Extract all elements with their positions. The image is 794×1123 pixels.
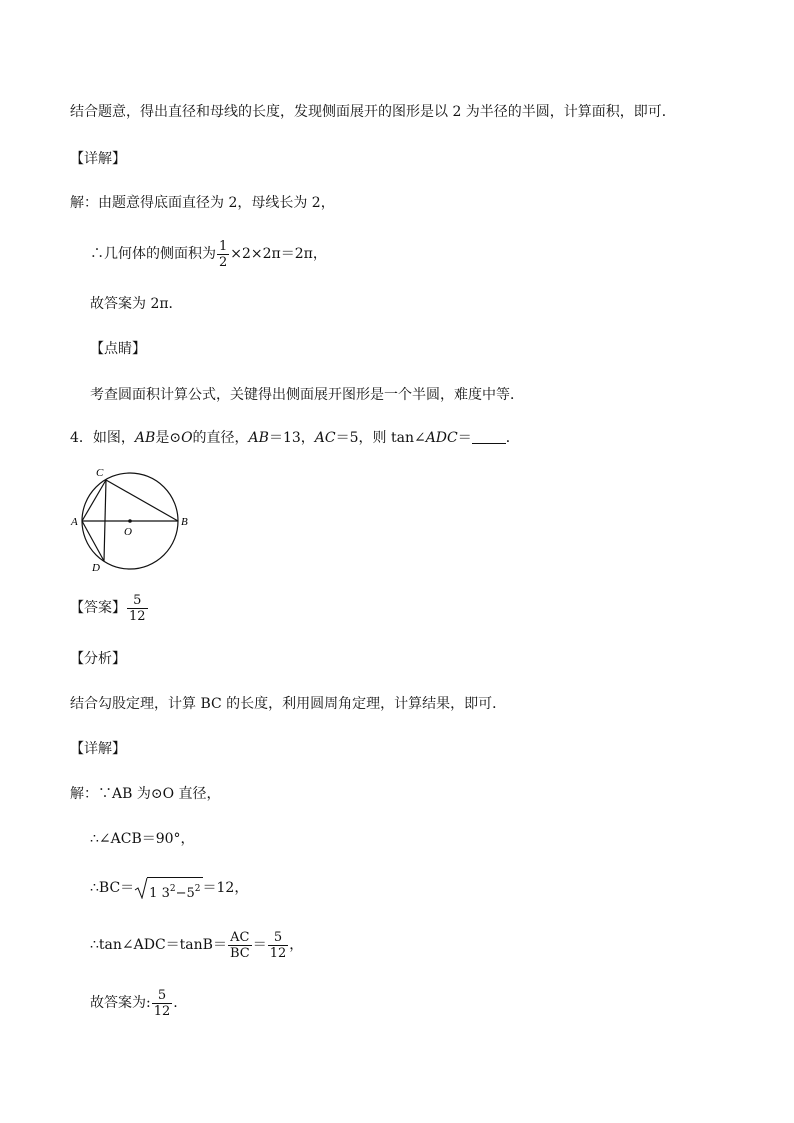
section-heading-comment: 【点睛】	[90, 341, 146, 357]
q4-ac: AC	[314, 430, 336, 446]
q4-number: 4．如图，	[70, 430, 135, 446]
eq4-prefix: 故答案为:	[90, 995, 151, 1011]
q4-text: ＝	[457, 430, 472, 446]
answer-fraction	[127, 593, 148, 624]
fraction-numerator: 5	[268, 930, 289, 946]
eq1-prefix: ∴几何体的侧面积为	[90, 246, 216, 262]
answer-row	[70, 590, 149, 626]
q4-adc: ADC	[425, 430, 458, 446]
final-fraction	[152, 988, 173, 1019]
label-a: A	[71, 516, 78, 528]
radicand-5: −5	[175, 886, 195, 901]
q4-o: O	[181, 430, 193, 446]
eq4-suffix: .	[173, 995, 178, 1011]
section-heading-detail: 【详解】	[70, 151, 126, 167]
comment-text: 考查圆面积计算公式，关键得出侧面展开图形是一个半圆，难度中等．	[90, 387, 524, 403]
center-point	[128, 519, 132, 523]
solution-line-2: 解：∵AB 为⊙O 直径，	[70, 786, 221, 802]
equation-lateral-area	[90, 236, 327, 272]
fraction-5-12	[268, 930, 289, 961]
analysis-text-2: 结合勾股定理，计算 BC 的长度，利用圆周角定理，计算结果，即可．	[70, 696, 507, 712]
square-root	[134, 877, 202, 899]
radicand-13: 1 3	[149, 886, 170, 901]
segment-ad	[82, 521, 104, 561]
fraction-ac-bc	[228, 930, 252, 961]
fraction-denominator: BC	[229, 945, 250, 961]
exponent: 2	[169, 884, 176, 894]
final-answer	[90, 985, 178, 1021]
label-o: O	[124, 526, 132, 538]
fraction-numerator: 5	[127, 593, 148, 609]
q4-ab: AB	[134, 430, 156, 446]
label-b: B	[181, 516, 188, 528]
question-4	[70, 429, 520, 447]
answer-label: 【答案】	[70, 600, 126, 616]
fraction-denominator: 12	[129, 608, 146, 624]
solution-line-1: 解：由题意得底面直径为 2，母线长为 2，	[70, 195, 335, 211]
label-d: D	[92, 562, 100, 574]
fraction-half	[217, 239, 229, 270]
eq2-prefix: ∴BC＝	[90, 880, 135, 896]
section-heading-analysis: 【分析】	[70, 651, 126, 667]
q4-ab: AB	[248, 430, 269, 446]
answer-line-1: 故答案为 2π．	[90, 296, 183, 312]
answer-blank	[472, 431, 506, 444]
eq1-suffix: ×2×2π＝2π，	[230, 246, 327, 262]
equation-tan	[90, 927, 303, 963]
section-heading-detail-2: 【详解】	[70, 741, 126, 757]
fraction-numerator: AC	[228, 930, 252, 946]
q4-text: 的直径，	[192, 430, 249, 446]
eq3-suffix: ，	[289, 937, 304, 953]
label-c: C	[96, 467, 104, 479]
fraction-denominator: 2	[219, 254, 228, 270]
eq2-suffix: ＝12，	[202, 880, 249, 896]
q4-text: ．	[505, 430, 520, 446]
analysis-text-1: 结合题意，得出直径和母线的长度，发现侧面展开的图形是以 2 为半径的半圆，计算面积，即可．	[70, 104, 676, 120]
q4-text: ＝5，则 tan∠	[335, 430, 426, 446]
fraction-numerator: 1	[219, 238, 228, 254]
equals-sign: ＝	[252, 937, 267, 953]
segment-cb	[106, 480, 178, 521]
fraction-numerator: 5	[152, 988, 173, 1004]
segment-ac	[82, 480, 106, 521]
eq3-prefix: ∴tan∠ADC＝tanB＝	[90, 937, 227, 953]
equation-bc	[90, 876, 248, 900]
fraction-denominator: 12	[153, 1003, 171, 1019]
exponent: 2	[194, 884, 201, 894]
q4-text: 是⊙	[155, 430, 182, 446]
circle-figure	[70, 463, 195, 575]
solution-line-3: ∴∠ACB＝90°，	[90, 831, 195, 847]
q4-text: ＝13，	[268, 430, 315, 446]
fraction-denominator: 12	[269, 945, 287, 961]
